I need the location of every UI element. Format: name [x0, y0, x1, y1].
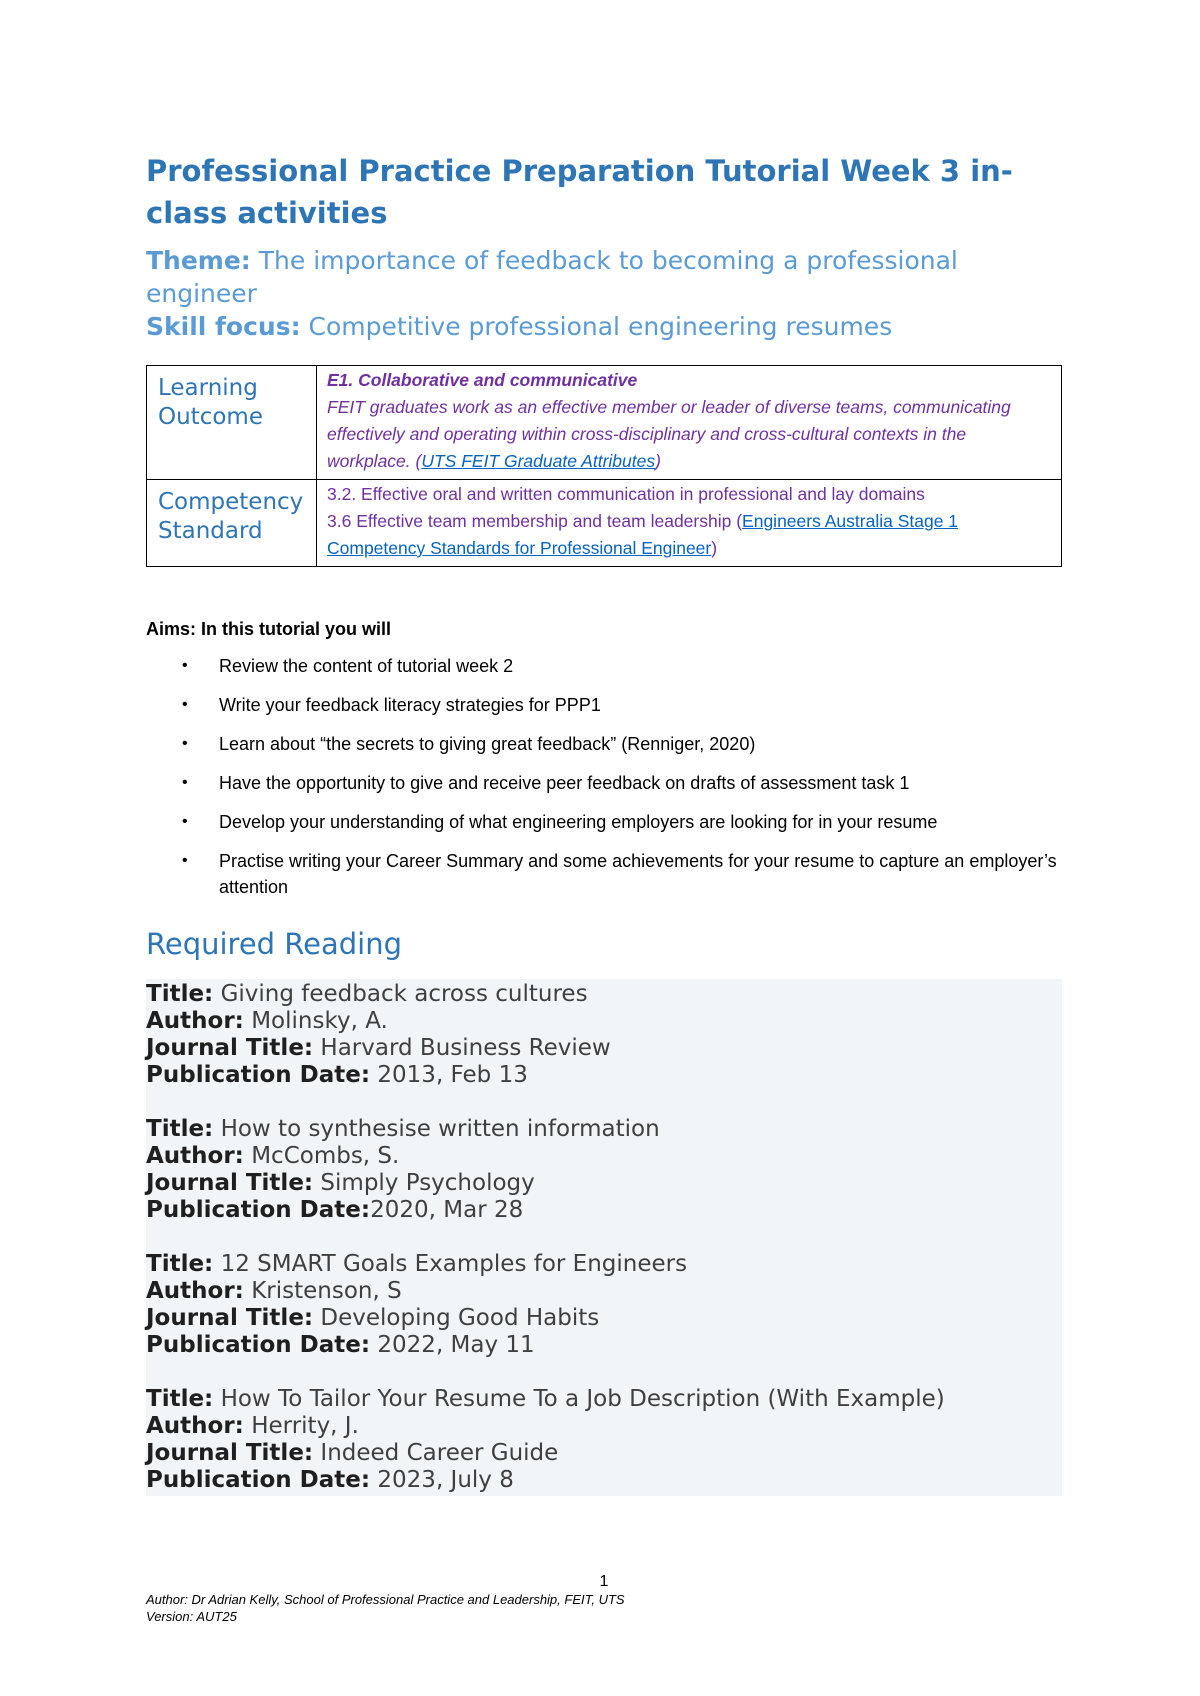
author-label: Author:	[146, 1413, 244, 1439]
aims-heading: Aims: In this tutorial you will	[146, 619, 392, 639]
footer-version: Version: AUT25	[146, 1609, 237, 1624]
competency-text: 3.6 Effective team membership and team leadership	[327, 511, 732, 531]
learning-outcome-header: Learning Outcome	[147, 366, 317, 480]
reading-title: How To Tailor Your Resume To a Job Description (With Example)	[220, 1386, 945, 1412]
competency-standard-cell	[317, 480, 1062, 567]
reading-entry	[146, 1251, 1062, 1359]
page-number: 1	[599, 1573, 609, 1590]
engineers-australia-link[interactable]: Engineers Australia Stage 1 Competency Standards for Professional Engineer	[327, 511, 959, 558]
bullet-icon: •	[182, 696, 188, 713]
aims-list	[146, 653, 1062, 900]
competency-standard-header: Competency Standard	[147, 480, 317, 567]
list-item	[146, 731, 1062, 757]
bullet-icon: •	[182, 813, 188, 830]
author-label: Author:	[146, 1278, 244, 1304]
date-label: Publication Date:	[146, 1197, 371, 1223]
aim-text: Have the opportunity to give and receive peer feedback on drafts of assessment task 1	[219, 773, 910, 793]
aim-text: Learn about “the secrets to giving great feedback” (Renniger, 2020)	[219, 734, 756, 754]
reading-author: Molinsky, A.	[251, 1008, 388, 1034]
outcome-title: E1. Collaborative and communicative	[327, 370, 638, 390]
journal-label: Journal Title:	[146, 1440, 314, 1466]
reading-entry	[146, 1386, 1062, 1494]
reading-date: 2023, July 8	[377, 1467, 514, 1493]
theme-line	[146, 244, 1062, 310]
list-item	[146, 653, 1062, 679]
title-label: Title:	[146, 1386, 214, 1412]
reading-date: 2013, Feb 13	[377, 1062, 528, 1088]
date-label: Publication Date:	[146, 1062, 371, 1088]
bullet-icon: •	[182, 774, 188, 791]
aim-text: Develop your understanding of what engineering employers are looking for in your resume	[219, 812, 938, 832]
theme-label: Theme:	[146, 246, 251, 275]
reading-date: 2022, May 11	[377, 1332, 535, 1358]
learning-outcome-cell	[317, 366, 1062, 480]
bullet-icon: •	[182, 735, 188, 752]
reading-journal: Harvard Business Review	[320, 1035, 611, 1061]
list-item	[146, 848, 1062, 900]
reading-title: Giving feedback across cultures	[220, 981, 588, 1007]
reading-title: 12 SMART Goals Examples for Engineers	[220, 1251, 688, 1277]
outcome-description: FEIT graduates work as an effective member or leader of diverse teams, communicating effectively and operating within cross-disciplinary and cross-cultural contexts in the workplace. (UTS FEIT Graduate Attributes)	[327, 397, 1011, 471]
competency-line-3-6: 3.6 Effective team membership and team leadership (Engineers Australia Stage 1 Competency Standards for Professional Engineer)	[327, 511, 959, 558]
aim-text: Practise writing your Career Summary and some achievements for your resume to capture an employer’s attention	[219, 851, 1057, 897]
table-row-competency-standard	[147, 480, 1062, 567]
required-reading-heading: Required Reading	[146, 927, 403, 961]
author-label: Author:	[146, 1143, 244, 1169]
reading-journal: Developing Good Habits	[320, 1305, 600, 1331]
bullet-icon: •	[182, 657, 188, 674]
skill-label: Skill focus:	[146, 312, 301, 341]
list-item	[146, 770, 1062, 796]
bullet-icon: •	[182, 852, 188, 869]
reading-list	[146, 979, 1062, 1496]
date-label: Publication Date:	[146, 1467, 371, 1493]
title-label: Title:	[146, 1116, 214, 1142]
journal-label: Journal Title:	[146, 1170, 314, 1196]
graduate-attributes-link[interactable]: UTS FEIT Graduate Attributes	[421, 451, 656, 471]
competency-line-3-2: 3.2. Effective oral and written communication in professional and lay domains	[327, 484, 925, 504]
reading-author: McCombs, S.	[251, 1143, 400, 1169]
theme-text: The importance of feedback to becoming a professional engineer	[146, 246, 958, 308]
reading-date: 2020, Mar 28	[370, 1197, 524, 1223]
reading-entry	[146, 1116, 1062, 1224]
skill-text: Competitive professional engineering resumes	[308, 312, 893, 341]
date-label: Publication Date:	[146, 1332, 371, 1358]
outcomes-table	[146, 365, 1062, 567]
aim-text: Write your feedback literacy strategies for PPP1	[219, 695, 601, 715]
title-label: Title:	[146, 1251, 214, 1277]
reading-journal: Indeed Career Guide	[320, 1440, 559, 1466]
skill-line	[146, 310, 1062, 343]
reading-author: Herrity, J.	[251, 1413, 359, 1439]
theme-block	[146, 244, 1062, 343]
aim-text: Review the content of tutorial week 2	[219, 656, 514, 676]
author-label: Author:	[146, 1008, 244, 1034]
title-label: Title:	[146, 981, 214, 1007]
list-item	[146, 692, 1062, 718]
journal-label: Journal Title:	[146, 1305, 314, 1331]
journal-label: Journal Title:	[146, 1035, 314, 1061]
page-footer	[146, 1573, 1062, 1625]
table-row-learning-outcome	[147, 366, 1062, 480]
footer-author: Author: Dr Adrian Kelly, School of Professional Practice and Leadership, FEIT, UTS	[146, 1592, 625, 1607]
page-content	[146, 150, 1062, 1496]
page-title: Professional Practice Preparation Tutorial Week 3 in-class activities	[146, 154, 1013, 230]
reading-entry	[146, 981, 1062, 1089]
reading-title: How to synthesise written information	[220, 1116, 660, 1142]
reading-journal: Simply Psychology	[320, 1170, 535, 1196]
reading-author: Kristenson, S	[251, 1278, 402, 1304]
list-item	[146, 809, 1062, 835]
outcome-text: FEIT graduates work as an effective member or leader of diverse teams, communicating effectively and operating within cross-disciplinary and cross-cultural contexts in the workplace.	[327, 397, 1011, 471]
